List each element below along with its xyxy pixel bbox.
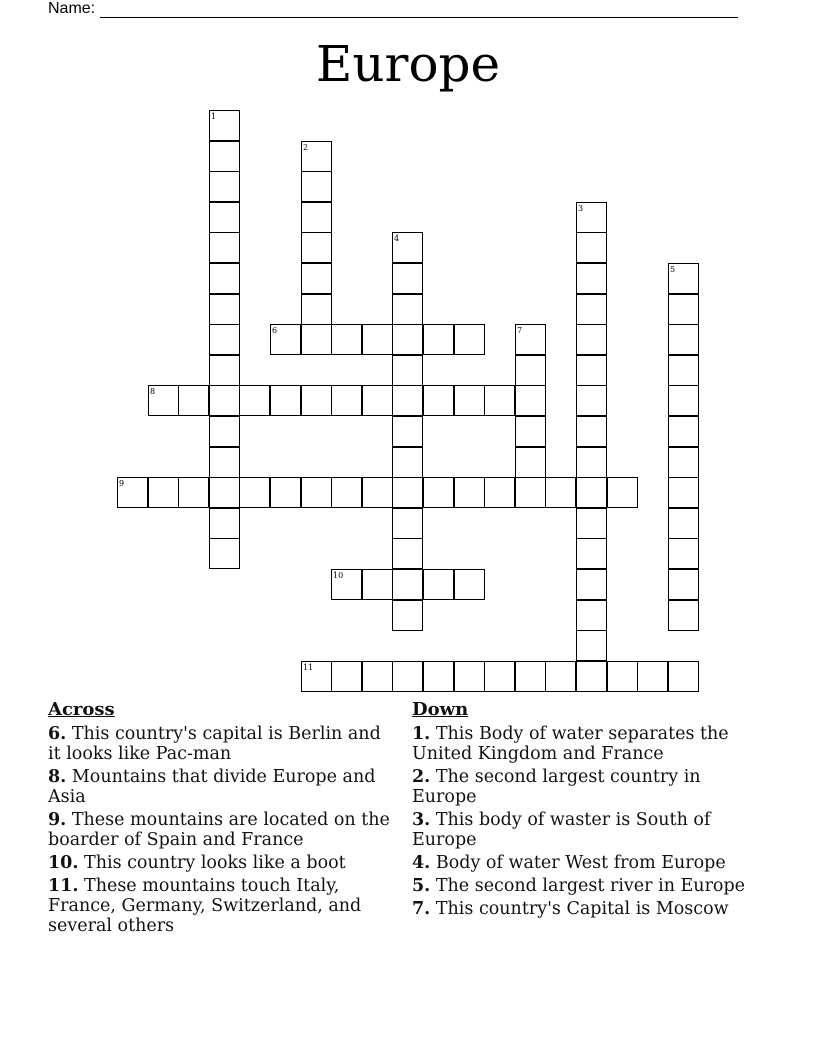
grid-cell[interactable] (515, 447, 546, 478)
grid-cell[interactable] (576, 630, 607, 661)
grid-cell[interactable] (668, 416, 699, 447)
grid-cell[interactable] (607, 661, 638, 692)
grid-cell[interactable] (576, 569, 607, 600)
grid-cell[interactable] (423, 324, 454, 355)
grid-cell[interactable] (668, 385, 699, 416)
grid-cell[interactable] (454, 569, 485, 600)
grid-cell[interactable] (239, 385, 270, 416)
grid-cell[interactable] (301, 477, 332, 508)
grid-cell[interactable] (668, 569, 699, 600)
across-heading: Across (48, 699, 115, 720)
clue-number-1: 1 (211, 112, 217, 121)
grid-cell[interactable] (392, 385, 423, 416)
grid-cell[interactable] (454, 477, 485, 508)
grid-cell[interactable] (484, 385, 515, 416)
grid-cell[interactable] (362, 385, 393, 416)
grid-cell[interactable] (209, 416, 240, 447)
grid-cell[interactable] (362, 661, 393, 692)
across-clues (48, 700, 394, 939)
grid-cell[interactable] (576, 447, 607, 478)
grid-cell[interactable] (515, 355, 546, 386)
grid-cell[interactable] (576, 294, 607, 325)
clue-down-1: 1. This Body of water separates the United Kingdom and France (412, 724, 729, 764)
grid-cell[interactable] (668, 600, 699, 631)
grid-cell[interactable] (668, 355, 699, 386)
grid-cell[interactable] (392, 324, 423, 355)
grid-cell[interactable] (423, 477, 454, 508)
down-clue-list (412, 724, 762, 919)
clue-across-8: 8. Mountains that divide Europe and Asia (48, 767, 376, 807)
grid-cell[interactable] (576, 600, 607, 631)
grid-cell[interactable] (331, 324, 362, 355)
grid-cell[interactable] (392, 477, 423, 508)
grid-cell[interactable] (545, 477, 576, 508)
clue-number-8: 8 (150, 387, 156, 396)
grid-cell[interactable] (668, 477, 699, 508)
grid-cell[interactable] (209, 263, 240, 294)
grid-cell[interactable] (148, 477, 179, 508)
grid-cell[interactable] (454, 324, 485, 355)
grid-cell[interactable] (209, 171, 240, 202)
grid-cell[interactable] (515, 661, 546, 692)
grid-cell[interactable] (576, 385, 607, 416)
clue-down-5: 5. The second largest river in Europe (412, 876, 746, 896)
grid-cell[interactable] (301, 202, 332, 233)
grid-cell[interactable] (209, 202, 240, 233)
clue-down-4: 4. Body of water West from Europe (412, 853, 726, 873)
grid-cell[interactable] (209, 324, 240, 355)
grid-cell[interactable] (576, 324, 607, 355)
grid-cell[interactable] (668, 508, 699, 539)
down-clues (412, 700, 762, 922)
grid-cell[interactable] (576, 661, 607, 692)
clue-across-11: 11. These mountains touch Italy, France, Germany, Switzerland, and several others (48, 876, 362, 936)
grid-cell[interactable] (392, 661, 423, 692)
grid-cell[interactable] (545, 661, 576, 692)
grid-cell[interactable] (668, 538, 699, 569)
grid-cell[interactable] (392, 569, 423, 600)
grid-cell[interactable] (576, 263, 607, 294)
grid-cell[interactable] (301, 294, 332, 325)
page-title: Europe (315, 35, 501, 93)
grid-cell[interactable] (515, 416, 546, 447)
name-label: Name: (48, 0, 96, 17)
clue-number-10: 10 (333, 571, 344, 580)
grid-cell[interactable] (576, 416, 607, 447)
clue-down-2: 2. The second largest country in Europe (412, 767, 701, 807)
grid-cell[interactable] (331, 385, 362, 416)
clue-number-11: 11 (303, 663, 314, 672)
grid-cell[interactable] (668, 324, 699, 355)
grid-cell[interactable] (607, 477, 638, 508)
clue-number-3: 3 (578, 204, 584, 213)
grid-cell[interactable] (392, 263, 423, 294)
grid-cell[interactable] (301, 232, 332, 263)
grid-cell[interactable] (637, 661, 668, 692)
grid-cell[interactable] (209, 232, 240, 263)
grid-cell[interactable] (484, 477, 515, 508)
clue-number-4: 4 (394, 234, 400, 243)
grid-cell[interactable] (484, 661, 515, 692)
grid-cell[interactable] (270, 477, 301, 508)
clue-across-10: 10. This country looks like a boot (48, 853, 346, 873)
grid-cell[interactable] (178, 385, 209, 416)
clue-across-6: 6. This country's capital is Berlin and it looks like Pac-man (48, 724, 381, 764)
grid-cell[interactable] (392, 538, 423, 569)
grid-cell[interactable] (515, 477, 546, 508)
clue-number-9: 9 (119, 479, 125, 488)
clue-number-7: 7 (517, 326, 523, 335)
clue-across-9: 9. These mountains are located on the boarder of Spain and France (48, 810, 390, 850)
grid-cell[interactable] (576, 538, 607, 569)
clue-number-6: 6 (272, 326, 278, 335)
grid-cell[interactable] (668, 447, 699, 478)
clue-number-5: 5 (670, 265, 676, 274)
grid-cell[interactable] (576, 232, 607, 263)
grid-cell[interactable] (392, 294, 423, 325)
grid-cell[interactable] (576, 508, 607, 539)
grid-cell[interactable] (209, 538, 240, 569)
grid-cell[interactable] (209, 447, 240, 478)
grid-cell[interactable] (362, 324, 393, 355)
grid-cell[interactable] (301, 263, 332, 294)
grid-cell[interactable] (331, 661, 362, 692)
grid-cell[interactable] (392, 600, 423, 631)
grid-cell[interactable] (178, 477, 209, 508)
grid-cell[interactable] (454, 661, 485, 692)
clue-number-2: 2 (303, 143, 309, 152)
grid-cell[interactable] (209, 508, 240, 539)
grid-cell[interactable] (423, 385, 454, 416)
grid-cell[interactable] (209, 141, 240, 172)
grid-cell[interactable] (454, 385, 485, 416)
grid-cell[interactable] (423, 661, 454, 692)
grid-cell[interactable] (668, 661, 699, 692)
grid-cell[interactable] (209, 294, 240, 325)
grid-cell[interactable] (362, 477, 393, 508)
clue-down-7: 7. This country's Capital is Moscow (412, 899, 729, 919)
grid-cell[interactable] (668, 294, 699, 325)
grid-cell[interactable] (209, 477, 240, 508)
grid-cell[interactable] (301, 171, 332, 202)
grid-cell[interactable] (270, 385, 301, 416)
down-heading: Down (412, 699, 469, 720)
grid-cell[interactable] (209, 355, 240, 386)
grid-cell[interactable] (239, 477, 270, 508)
grid-cell[interactable] (209, 385, 240, 416)
grid-cell[interactable] (392, 447, 423, 478)
grid-cell[interactable] (392, 508, 423, 539)
grid-cell[interactable] (515, 385, 546, 416)
grid-cell[interactable] (392, 416, 423, 447)
grid-cell[interactable] (331, 477, 362, 508)
grid-cell[interactable] (576, 477, 607, 508)
grid-cell[interactable] (301, 324, 332, 355)
grid-cell[interactable] (423, 569, 454, 600)
clue-down-3: 3. This body of waster is South of Europe (412, 810, 711, 850)
grid-cell[interactable] (576, 355, 607, 386)
across-clue-list (48, 724, 394, 936)
grid-cell[interactable] (392, 355, 423, 386)
grid-cell[interactable] (362, 569, 393, 600)
grid-cell[interactable] (301, 385, 332, 416)
